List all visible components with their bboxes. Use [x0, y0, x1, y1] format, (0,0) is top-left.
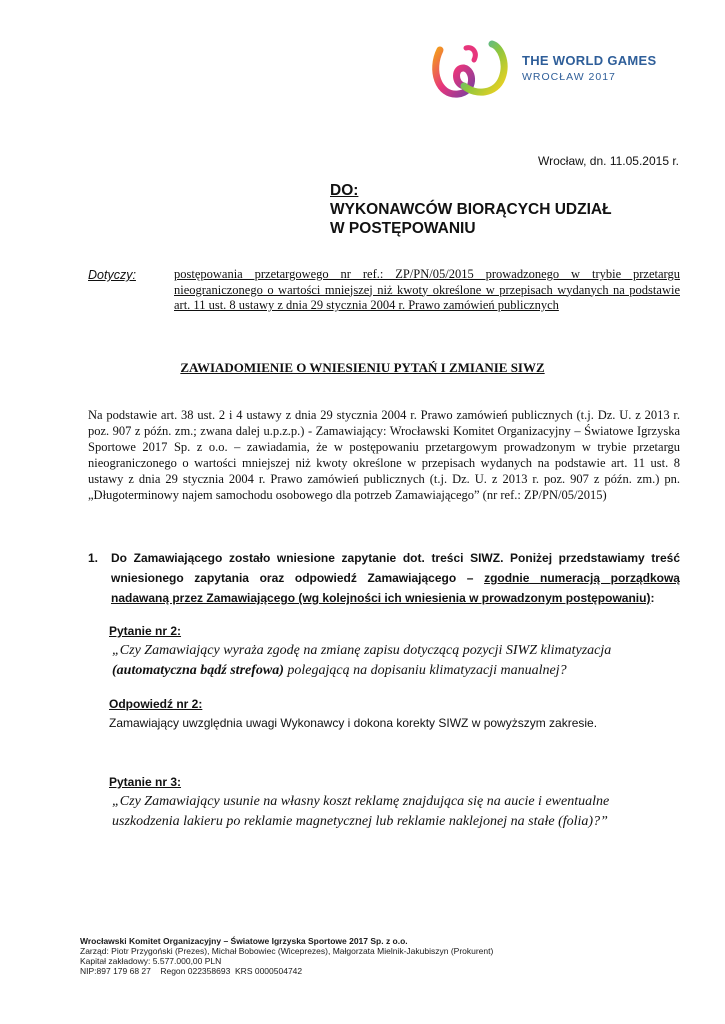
logo-subtitle: WROCŁAW 2017: [522, 71, 616, 83]
item-text-main: Do Zamawiającego zostało wniesione zapytanie dot. treści SIWZ. Poniżej przedstawiamy treść wniesionego zapytania oraz odpowiedź Zamawiającego –: [111, 551, 680, 585]
document-heading: ZAWIADOMIENIE O WNIESIENIU PYTAŃ I ZMIANIE SIWZ: [180, 360, 545, 375]
subject-text: postępowania przetargowego nr ref.: ZP/PN/05/2015 prowadzonego w trybie przetargu nieograniczonego o wartości mniejszej niż kwoty określone w przepisach wydanych na podstawie art. 11 ust. 8 ustawy z dnia 29 stycznia 2004 r. Prawo zamówień publicznych: [174, 267, 680, 312]
answer-2-label: Odpowiedź nr 2:: [109, 697, 203, 711]
question-3-label: Pytanie nr 3:: [109, 775, 182, 789]
footer-ids: NIP:897 179 68 27 Regon 022358693 KRS 0000504742: [80, 966, 303, 976]
recipient-line-2: W POSTĘPOWANIU: [330, 220, 476, 237]
question-2-label: Pytanie nr 2:: [109, 624, 182, 638]
document-date: Wrocław, dn. 11.05.2015 r.: [538, 154, 679, 168]
footer-board: Zarząd: Piotr Przygoński (Prezes), Michał Bobowiec (Wiceprezes), Małgorzata Mielnik-Jakubiszyn (Prokurent): [80, 946, 494, 956]
footer-capital: Kapitał zakładowy: 5.577.000,00 PLN: [80, 956, 222, 966]
question-2-part-1: „Czy Zamawiający wyraża zgodę na zmianę zapisu dotyczącą pozycji SIWZ klimatyzacja: [112, 643, 612, 658]
numbered-item-1: [88, 548, 680, 608]
question-2-part-2: polegającą na dopisaniu klimatyzacji manualnej?: [283, 663, 567, 678]
logo-title: THE WORLD GAMES: [522, 53, 657, 68]
footer-organization: Wrocławski Komitet Organizacyjny – Światowe Igrzyska Sportowe 2017 Sp. z o.o.: [80, 936, 408, 946]
item-text-end: :: [650, 591, 655, 605]
item-text-underlined: zgodnie numeracją porządkową nadawaną przez Zamawiającego (wg kolejności ich wniesienia w prowadzonym postępowaniu): [111, 571, 680, 605]
item-text: [111, 548, 680, 608]
question-3-text: „Czy Zamawiający usunie na własny koszt reklamę znajdująca się na aucie i ewentualne uszkodzenia lakieru po reklamie magnetycznej lub reklamie naklejonej na stałe (folia)?”: [112, 794, 610, 829]
logo-text: [522, 54, 657, 83]
recipient-block: [330, 181, 612, 238]
answer-2-text: Zamawiający uwzględnia uwagi Wykonawcy i dokona korekty SIWZ w powyższym zakresie.: [109, 716, 598, 730]
world-games-emblem-icon: [430, 40, 514, 102]
recipient-line-1: WYKONAWCÓW BIORĄCYCH UDZIAŁ: [330, 201, 612, 218]
world-games-logo: [430, 40, 660, 102]
intro-paragraph: Na podstawie art. 38 ust. 2 i 4 ustawy z dnia 29 stycznia 2004 r. Prawo zamówień publicznych (t.j. Dz. U. z 2013 r. poz. 907 z późn. zm.; zwana dalej u.p.z.p.) - Zamawiający: Wrocławski Komitet Organizacyjny – Światowe Igrzyska Sportowe 2017 Sp. z o.o. – zawiadamia, że w postępowaniu przetargowym prowadzonym w trybie przetargu nieograniczonego o wartości mniejszej niż kwoty określone w przepisach wydanych na podstawie art. 11 ust. 8 ustawy z dnia 29 stycznia 2004 r. Prawo zamówień publicznych (t.j. Dz. U. z 2013 r. poz. 907 z późn. zm.) pn. „Długoterminowy najem samochodu osobowego dla potrzeb Zamawiającego” (nr ref.: ZP/PN/05/2015): [88, 408, 680, 502]
question-2-text: [112, 641, 672, 681]
item-number: 1.: [88, 551, 99, 565]
footer: [80, 936, 493, 976]
recipient-do-label: DO:: [330, 182, 359, 199]
subject-label: Dotyczy:: [88, 268, 136, 282]
question-2-bold: (automatyczna bądź strefowa): [112, 663, 284, 678]
